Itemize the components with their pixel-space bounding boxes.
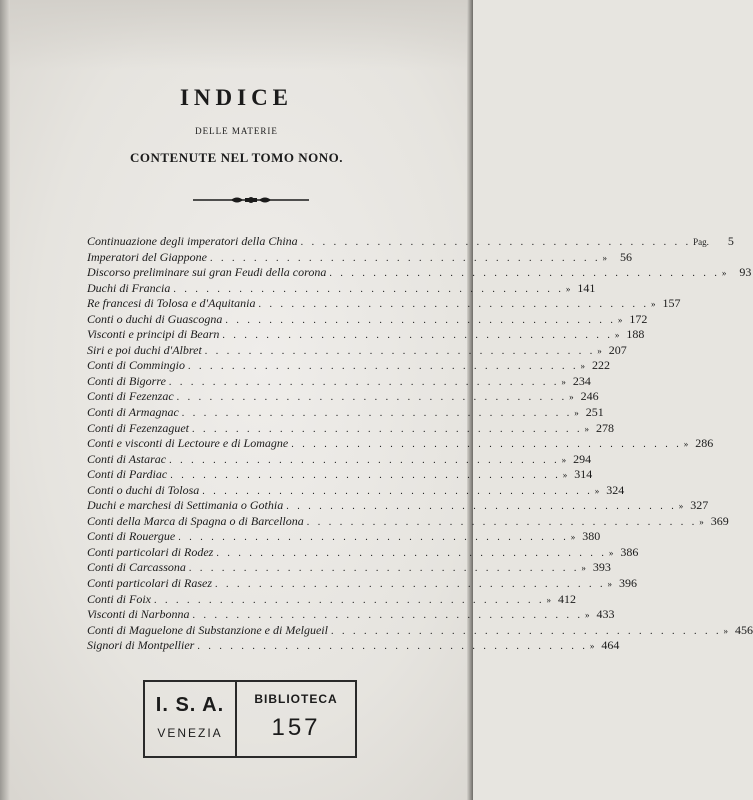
toc-entry[interactable]	[87, 560, 611, 576]
toc-entry[interactable]	[87, 607, 615, 623]
toc-entry-marker: »	[594, 485, 600, 496]
toc-leader-dots: . . . . . . . . . . . . . . . . . . . . . . . . . . . . . . . . . . . .	[300, 237, 692, 248]
toc-entry-title: Conti di Bigorre	[87, 373, 166, 388]
toc-entry-page: 393	[592, 560, 611, 575]
library-stamp	[143, 680, 357, 758]
toc-entry[interactable]	[87, 591, 576, 608]
toc-entry-marker: »	[546, 594, 551, 605]
toc-entry-title: Discorso preliminare sui gran Feudi della corona	[87, 265, 327, 280]
toc-entry[interactable]	[87, 311, 648, 328]
toc-entry-marker: »	[569, 392, 574, 403]
toc-entry-page: 314	[574, 467, 593, 482]
toc-entry-page: 433	[596, 607, 615, 622]
toc-entry[interactable]	[87, 405, 604, 421]
toc-entry-page: 464	[601, 638, 620, 653]
toc-entry-marker: »	[608, 547, 614, 558]
toc-entry-marker: Pag.	[693, 237, 709, 247]
toc-entry-page: 234	[572, 373, 591, 388]
toc-entry-title: Conti particolari di Rasez	[87, 576, 213, 591]
toc-leader-dots: . . . . . . . . . . . . . . . . . . . . . . . . . . . . . . . . . . . .	[188, 563, 580, 575]
toc-entry-title: Conti di Carcassona	[87, 560, 186, 575]
toc-entry[interactable]	[87, 280, 596, 297]
toc-entry-marker: »	[565, 283, 571, 294]
toc-entry-title: Conti di Fezenzaguet	[87, 420, 189, 435]
toc-entry[interactable]	[87, 576, 638, 592]
toc-entry-marker: »	[597, 345, 602, 356]
toc-leader-dots: . . . . . . . . . . . . . . . . . . . . . . . . . . . . . . . . . . . .	[216, 547, 607, 559]
toc-entry-title: Conti di Rouergue	[87, 529, 176, 544]
toc-leader-dots: . . . . . . . . . . . . . . . . . . . . . . . . . . . . . . . . . . . .	[204, 345, 596, 357]
toc-leader-dots: . . . . . . . . . . . . . . . . . . . . . . . . . . . . . . . . . . . .	[178, 532, 569, 544]
stamp-institution: I. S. A.	[155, 694, 225, 716]
toc-entry-page: 327	[690, 498, 709, 513]
toc-entry[interactable]	[87, 373, 591, 390]
toc-entry-page: 380	[582, 529, 601, 544]
toc-leader-dots: . . . . . . . . . . . . . . . . . . . . . . . . . . . . . . . . . . . .	[291, 439, 682, 451]
toc-leader-dots: . . . . . . . . . . . . . . . . . . . . . . . . . . . . . . . . . . . .	[258, 299, 649, 311]
toc-entry[interactable]	[87, 451, 592, 468]
toc-entry-marker: »	[574, 408, 579, 419]
toc-leader-dots: . . . . . . . . . . . . . . . . . . . . . . . . . . . . . . . . . . . .	[192, 610, 583, 622]
toc-entry-page: 251	[585, 405, 604, 420]
toc-entry-marker: »	[617, 314, 623, 325]
toc-entry-page: 188	[626, 327, 645, 342]
toc-entry-marker: »	[562, 470, 568, 481]
toc-leader-dots: . . . . . . . . . . . . . . . . . . . . . . . . . . . . . . . . . . . .	[286, 501, 677, 513]
toc-entry-title: Conti o duchi di Tolosa	[87, 482, 200, 497]
toc-leader-dots: . . . . . . . . . . . . . . . . . . . . . . . . . . . . . . . . . . . .	[173, 283, 564, 295]
toc-leader-dots: . . . . . . . . . . . . . . . . . . . . . . . . . . . . . . . . . . . .	[169, 454, 560, 466]
toc-entry-marker: »	[589, 641, 595, 652]
toc-entry-title: Conti o duchi di Guascogna	[87, 311, 223, 326]
toc-entry-title: Conti di Armagnac	[87, 405, 179, 420]
toc-entry[interactable]	[87, 265, 752, 281]
page-subtitle-small: DELLE MATERIE	[195, 126, 278, 136]
page-header-shadow	[0, 0, 473, 70]
toc-entry-title: Conti di Foix	[87, 591, 151, 606]
toc-entry-marker: »	[561, 454, 567, 465]
toc-entry-page: 386	[620, 544, 639, 559]
toc-leader-dots: . . . . . . . . . . . . . . . . . . . . . . . . . . . . . . . . . . . .	[176, 392, 568, 404]
toc-entry-marker: »	[581, 563, 586, 574]
toc-entry-marker: »	[721, 268, 727, 279]
toc-entry-marker: »	[584, 610, 590, 621]
stamp-library-label: BIBLIOTECA	[254, 692, 338, 706]
toc-leader-dots: . . . . . . . . . . . . . . . . . . . . . . . . . . . . . . . . . . . .	[188, 361, 579, 373]
toc-entry-marker: »	[584, 423, 589, 434]
toc-entry-page: 278	[596, 420, 614, 435]
toc-entry-page: 396	[619, 576, 638, 591]
toc-leader-dots: . . . . . . . . . . . . . . . . . . . . . . . . . . . . . . . . . . . .	[192, 423, 583, 435]
toc-entry[interactable]	[87, 467, 593, 483]
page-subtitle-large: CONTENUTE NEL TOMO NONO.	[129, 150, 344, 165]
toc-entry-page: 324	[606, 482, 625, 497]
stamp-shelf-number: 157	[271, 714, 321, 741]
toc-entry[interactable]	[87, 327, 645, 343]
toc-entry-marker: »	[570, 532, 576, 543]
toc-entry-title: Conti particolari di Rodez	[87, 544, 214, 559]
toc-entry-page: 56	[619, 249, 632, 264]
toc-entry[interactable]	[87, 498, 709, 514]
toc-entry-title: Conti di Commingio	[87, 358, 186, 373]
toc-entry[interactable]	[87, 544, 639, 561]
toc-entry-page: 246	[580, 389, 599, 404]
table-of-contents	[87, 234, 753, 654]
toc-entry-marker: »	[650, 299, 656, 310]
page-gutter-left	[0, 0, 10, 800]
toc-entry[interactable]	[87, 234, 734, 250]
toc-entry-title: Siri e poi duchi d'Albret	[87, 342, 202, 357]
toc-entry-page: 157	[662, 296, 681, 311]
toc-entry-title: Conti della Marca di Spagna o di Barcellona	[87, 513, 304, 528]
toc-leader-dots: . . . . . . . . . . . . . . . . . . . . . . . . . . . . . . . . . . . .	[225, 314, 616, 326]
toc-leader-dots: . . . . . . . . . . . . . . . . . . . . . . . . . . . . . . . . . . . .	[202, 485, 593, 497]
toc-entry[interactable]	[87, 638, 620, 654]
toc-entry-title: Visconti di Narbonna	[87, 607, 190, 622]
stamp-city: VENEZIA	[157, 726, 223, 740]
toc-entry-marker: »	[678, 501, 684, 512]
toc-leader-dots: . . . . . . . . . . . . . . . . . . . . . . . . . . . . . . . . . . . .	[209, 252, 601, 264]
toc-entry[interactable]	[87, 358, 611, 374]
ornament-divider-icon	[193, 195, 309, 205]
toc-entry-title: Conti di Fezenzac	[87, 389, 174, 404]
toc-entry-title: Imperatori del Giappone	[87, 249, 207, 264]
toc-leader-dots: . . . . . . . . . . . . . . . . . . . . . . . . . . . . . . . . . . . .	[330, 625, 722, 637]
toc-entry-marker: »	[699, 516, 704, 527]
toc-leader-dots: . . . . . . . . . . . . . . . . . . . . . . . . . . . . . . . . . . . .	[215, 579, 606, 591]
toc-entry[interactable]	[87, 389, 599, 405]
toc-entry-page: 207	[608, 342, 627, 357]
toc-entry-marker: »	[614, 330, 620, 341]
toc-entry-marker: »	[607, 579, 613, 590]
toc-entry-page: 5	[727, 234, 734, 248]
toc-entry-title: Conti e visconti di Lectoure e di Lomagne	[87, 436, 289, 451]
toc-entry-title: Continuazione degli imperatori della China	[87, 234, 298, 248]
toc-leader-dots: . . . . . . . . . . . . . . . . . . . . . . . . . . . . . . . . . . . .	[222, 330, 613, 342]
toc-entry-page: 294	[573, 451, 592, 466]
toc-entry[interactable]	[87, 529, 601, 545]
toc-entry[interactable]	[87, 420, 614, 437]
toc-leader-dots: . . . . . . . . . . . . . . . . . . . . . . . . . . . . . . . . . . . .	[154, 594, 545, 606]
toc-entry-page: 456	[734, 622, 753, 637]
toc-entry-title: Conti di Maguelone di Substanzione e di Melgueil	[87, 622, 328, 637]
toc-entry-page: 93	[739, 265, 752, 280]
page-title: INDICE	[179, 85, 294, 110]
toc-entry[interactable]	[87, 249, 632, 266]
toc-entry-title: Duchi di Francia	[87, 280, 171, 295]
toc-leader-dots: . . . . . . . . . . . . . . . . . . . . . . . . . . . . . . . . . . . .	[197, 641, 588, 653]
toc-entry[interactable]	[87, 296, 681, 312]
toc-entry-marker: »	[561, 376, 566, 387]
toc-entry[interactable]	[87, 482, 625, 499]
toc-entry-marker: »	[723, 625, 728, 636]
toc-leader-dots: . . . . . . . . . . . . . . . . . . . . . . . . . . . . . . . . . . . .	[329, 268, 720, 280]
toc-leader-dots: . . . . . . . . . . . . . . . . . . . . . . . . . . . . . . . . . . . .	[306, 516, 698, 528]
toc-entry-page: 412	[558, 591, 576, 606]
toc-entry-title: Conti di Astarac	[87, 451, 167, 466]
toc-entry-marker: »	[683, 439, 689, 450]
toc-entry-title: Visconti e principi di Bearn	[87, 327, 220, 342]
toc-entry-title: Duchi e marchesi di Settimania o Gothia	[87, 498, 284, 513]
toc-entry-marker: »	[580, 361, 586, 372]
toc-entry-page: 286	[695, 436, 714, 451]
toc-entry-marker: »	[602, 252, 607, 263]
toc-leader-dots: . . . . . . . . . . . . . . . . . . . . . . . . . . . . . . . . . . . .	[181, 408, 573, 420]
stamp-institution-panel	[145, 682, 237, 756]
toc-entry-page: 141	[577, 280, 596, 295]
toc-entry-title: Conti di Pardiac	[87, 467, 168, 482]
toc-entry-page: 172	[629, 311, 648, 326]
toc-entry[interactable]	[87, 342, 627, 359]
toc-entry[interactable]	[87, 513, 729, 530]
toc-entry[interactable]	[87, 622, 753, 639]
toc-entry-title: Re francesi di Tolosa e d'Aquitania	[87, 296, 256, 311]
stamp-library-panel	[237, 682, 355, 756]
toc-entry-title: Signori di Montpellier	[87, 638, 195, 653]
toc-entry[interactable]	[87, 436, 714, 452]
toc-leader-dots: . . . . . . . . . . . . . . . . . . . . . . . . . . . . . . . . . . . .	[168, 376, 560, 388]
toc-entry-page: 222	[592, 358, 611, 373]
toc-leader-dots: . . . . . . . . . . . . . . . . . . . . . . . . . . . . . . . . . . . .	[170, 470, 561, 482]
toc-entry-page: 369	[710, 513, 729, 528]
